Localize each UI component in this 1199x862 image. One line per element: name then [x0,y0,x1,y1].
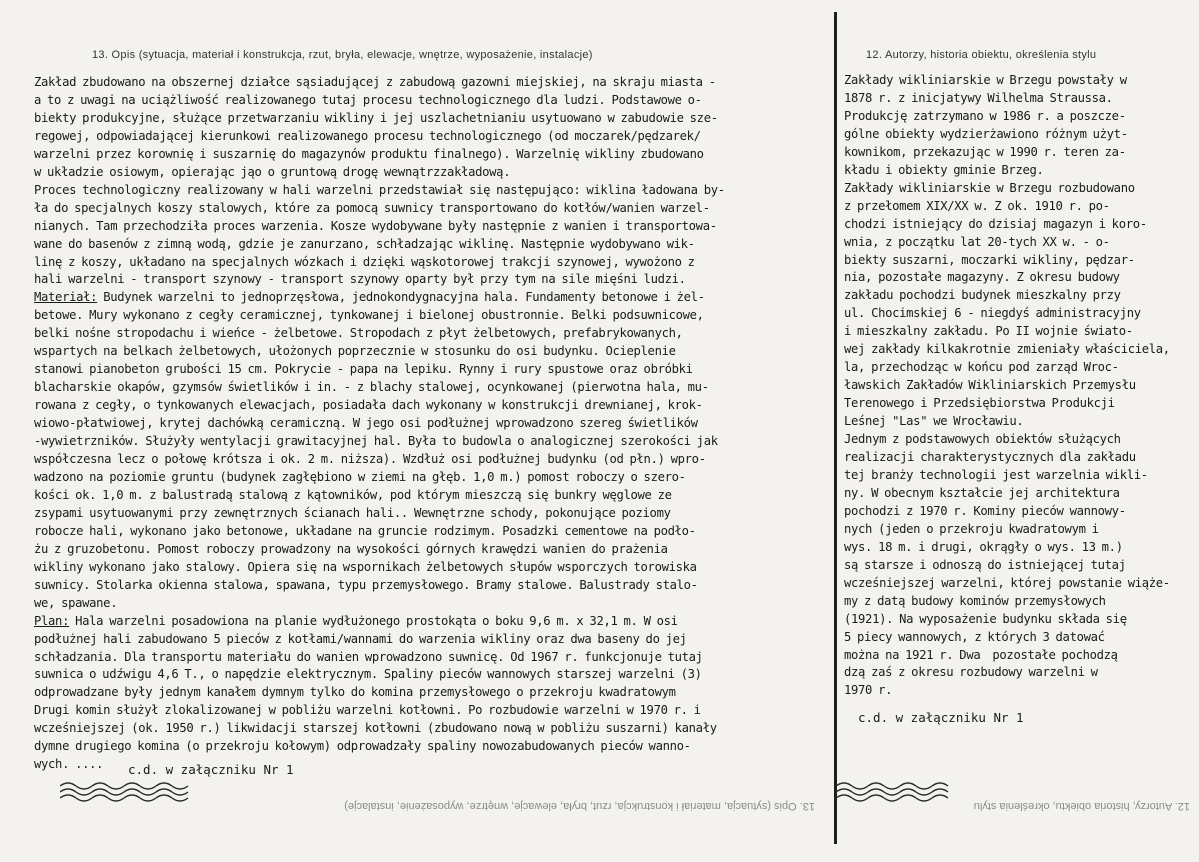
text-line: wadzono na poziomie gruntu (budynek zagłębiono w ziemi na głęb. 1,0 m.) pomost roboczy o szero- [34,469,686,484]
text-line: realizacji charakterystycznych dla zakładu [844,450,1136,465]
text-line: Materiał: Budynek warzelni to jednoprzęsłowa, jednokondygnacyjna hala. Fundamenty betonowe i żel- [34,290,705,305]
text-line: pochodzi z 1970 r. Kominy pieców wannowy- [844,503,1126,518]
left-column-heading: 13. Opis (sytuacja, materiał i konstrukcja, rzut, bryła, elewacje, wnętrze, wyposażenie, instalacje) [92,49,593,61]
text-line: kładu i obiekty gminie Brzeg. [844,162,1044,177]
text-line: Drugi komin służył zlokalizowanej w pobliżu warzelni kotłowni. Po rozbudowie warzelni w 1970 r. i [34,703,701,718]
text-line: suwnica o udźwigu 4,6 T., o napędzie elektrycznym. Spaliny pieców wannowych starszej warzelni (3) [34,667,702,682]
left-continued-note: c.d. w załączniku Nr 1 [128,762,294,777]
text-line: wych. .... [34,757,104,772]
text-line: 1970 r. [844,683,893,698]
wavy-border-right [836,776,961,808]
column-divider [834,12,837,844]
text-line: belki nośne stropodachu i wieńce - żelbetowe. Stropodach z płyt żelbetowych, prefabrykowanych, [34,326,683,341]
text-line: 5 piecy wannowych, z których 3 datować [844,629,1105,644]
description-text [34,74,830,774]
text-line: schładzania. Dla transportu materiału do wanien wprowadzono suwnicę. Od 1967 r. funkcjonuje tutaj [34,649,703,664]
text-line: żu z gruzobetonu. Pomost roboczy prowadzony na wysokości górnych krawędzi wanien do prażenia [34,541,668,556]
text-line: Leśnej "Las" we Wrocławiu. [844,414,1024,429]
text-line: ul. Chocimskiej 6 - niegdyś administracyjny [844,306,1141,321]
text-line: suwnicy. Stolarka okienna stalowa, spawana, typu przemysłowego. Bramy stalowe. Balustrady stalo- [34,577,698,592]
right-continued-note: c.d. w załączniku Nr 1 [858,710,1024,725]
text-line: są starsze i odnoszą do istniejącej tutaj [844,557,1126,572]
text-line: wiowo-płatwiowej, krytej dachówką ceramiczną. W jego osi podłużnej wprowadzono szereg świetlików [34,416,698,431]
text-line: Zakłady wikliniarskie w Brzegu rozbudowano [844,180,1135,195]
text-line: Produkcję zatrzymano w 1986 r. a poszcze- [844,108,1126,123]
text-line: Zakład zbudowano na obszernej działce sąsiadującej z zabudową gazowni miejskiej, na skraju miasta - [34,75,716,89]
mirrored-bleedthrough-right: 12. Autorzy, historia obiektu, określenia stylu [973,800,1190,812]
text-line: można na 1921 r. Dwa pozostałe pochodzą [844,647,1118,662]
text-line: z przełomem XIX/XX w. Z ok. 1910 r. po- [844,198,1110,213]
text-line: Jednym z podstawowych obiektów służących [844,432,1121,447]
text-line: wys. 18 m. i drugi, okrągły o wys. 13 m.) [844,539,1123,554]
text-line: kownikom, przekazując w 1990 r. teren za- [844,144,1126,159]
text-line: wspartych na belkach żelbetowych, ułożonych poprzecznie w stosunku do osi budynku. Ocieplenie [34,344,676,359]
text-line: podłużnej hali zabudowano 5 pieców z kotłami/wannami do warzenia wikliny oraz dwa baseny do jej [34,631,687,646]
text-line: my z datą budowy kominów przemysłowych [844,593,1106,608]
text-line: chodzi istniejący do dzisiaj magazyn i koro- [844,216,1147,231]
text-line: dzą zaś z okresu rozbudowy warzelni w [844,665,1098,680]
mirrored-bleedthrough-left: 13. Opis (sytuacja, materiał i konstrukcja, rzut, bryła, elewacje, wnętrze, wyposażenie, instalacje) [344,800,815,812]
text-line: -wywietrzników. Służyły wentylacji grawitacyjnej hal. Była to budowla o analogicznej szerokości jak [34,434,718,449]
text-line: nych (jeden o przekroju kwadratowym i [844,521,1099,536]
text-line: ła do specjalnych koszy stalowych, które za pomocą suwnicy transportowano do kotłów/wanien warzel- [34,200,710,215]
text-line: wnia, z początku lat 20-tych XX w. - o- [844,234,1110,249]
text-line: Plan: Hala warzelni posadowiona na planie wydłużonego prostokąta o boku 9,6 m. x 32,1 m. W osi [34,613,678,628]
text-line: regowej, odpowiadającej kierunkowi realizowanego procesu technologicznego (od moczarek/pędzarek/ [34,128,701,143]
text-line: we, spawane. [34,595,118,610]
text-line: biekty produkcyjne, służące przetwarzaniu wikliny i jej uszlachetnianiu usytuowano w zabudowie sze- [34,110,718,125]
text-line: wcześniejszej warzelni, której powstanie wiąże- [844,575,1170,590]
history-text [844,72,1190,700]
text-line: linę z koszy, układano na specjalnych wózkach i dzięki wąskotorowej trakcji szynowej, wywożono z [34,254,695,269]
text-line: la, przechodząc w końcu pod zarząd Wroc- [844,360,1119,375]
text-line: rowana z cegły, o tynkowanych elewacjach, posiadała dach wykonany w konstrukcji drewnianej, krok- [34,398,703,413]
text-line: Proces technologiczny realizowany w hali warzelni przedstawiał się następująco: wiklina ładowana by- [34,182,725,197]
text-line: zakładu pochodzi budynek mieszkalny przy [844,288,1121,303]
text-line: ławskich Zakładów Wikliniarskich Przemysłu [844,378,1136,393]
text-line: tej branży technologii jest warzelnia wikli- [844,467,1148,482]
text-line: biekty suszarni, moczarki wikliny, pędzar- [844,252,1135,267]
text-line: wcześniejszej (ok. 1950 r.) likwidacji starszej kotłowni (zbudowano nową w pobliżu suszarni) kanały [34,721,717,736]
text-line: Zakłady wikliniarskie w Brzegu powstały w [844,73,1127,87]
text-line: wej zakłady kilkakrotnie zmieniały właściciela, [844,342,1170,357]
text-line: ny. W obecnym kształcie jej architektura [844,485,1120,500]
text-line: blacharskie okapów, gzymsów świetlików i in. - z blachy stalowej, ocynkowanej (pierwotna hala, mu- [34,380,709,395]
text-line: hali warzelni - transport szynowy - transport szynowy oparty był przy tym na sile mięśni ludzi. [34,272,686,287]
text-line: robocze hali, wykonano jako betonowe, układane na gruncie rodzimym. Posadzki cementowe na podło- [34,523,696,538]
text-line: Terenowego i Przedsiębiorstwa Produkcji [844,396,1115,411]
text-line: w układzie osiowym, opierając jąo o gruntową drogę wewnątrzzakładową. [34,164,511,179]
text-line: a to z uwagi na uciążliwość realizowanego tutaj procesu technologicznego dla ludzi. Podstawowe o- [34,92,702,107]
text-line: nianych. Tam przechodziła proces warzenia. Kosze wydobywane były następnie z wanien i transportowa- [34,218,717,233]
right-column-heading: 12. Autorzy, historia obiektu, określenia stylu [866,49,1097,61]
text-line: gólne obiekty wydzierżawiono różnym użyt- [844,126,1128,141]
text-line: stanowi pianobeton grubości 15 cm. Pokrycie - papa na lepiku. Rynny i rury spustowe oraz obróbki [34,362,693,377]
text-line: nia, pozostałe magazyny. Z okresu budowy [844,270,1120,285]
text-line: zsypami usytuowanymi przy zewnętrznych ścianach hali.. Wewnętrzne schody, pokonujące poziomy [34,505,671,520]
text-line: dymne drugiego komina (o przekroju kołowym) odprowadzały spaliny nowozabudowanych pieców wanno- [34,739,691,754]
text-line: warzelni przez korownię i suszarnię do magazynów produktu finalnego). Warzelnię wikliny zbudowano [34,146,704,161]
text-line: kości ok. 1,0 m. z balustradą stalową z kątowników, pod którym mieszczą się bunkry węglowe ze [34,487,672,502]
text-line: odprowadzane były jednym kanałem dymnym tylko do komina przemysłowego o przekroju kwadratowym [34,685,676,700]
text-line: i mieszkalny zakładu. Po II wojnie świato- [844,324,1133,339]
text-line: betowe. Mury wykonano z cegły ceramicznej, tynkowanej i bielonej obustronnie. Belki podsuwnicowe, [34,308,704,323]
text-line: (1921). Na wyposażenie budynku składa się [844,611,1127,626]
text-line: współczesna lecz o połowę krótsza i ok. 2 m. niższa). Wzdłuż osi podłużnej budynku (od płn.) wpro- [34,452,706,467]
text-line: wikliny wykonano jako stalowy. Opiera się na wspornikach żelbetowych słupów wsporczych torowiska [34,559,697,574]
text-line: wane do basenów z zimną wodą, gdzie je zanurzano, schładzając wiklinę. Następnie wydobywano wik- [34,236,695,251]
text-line: 1878 r. z inicjatywy Wilhelma Straussa. [844,90,1113,105]
